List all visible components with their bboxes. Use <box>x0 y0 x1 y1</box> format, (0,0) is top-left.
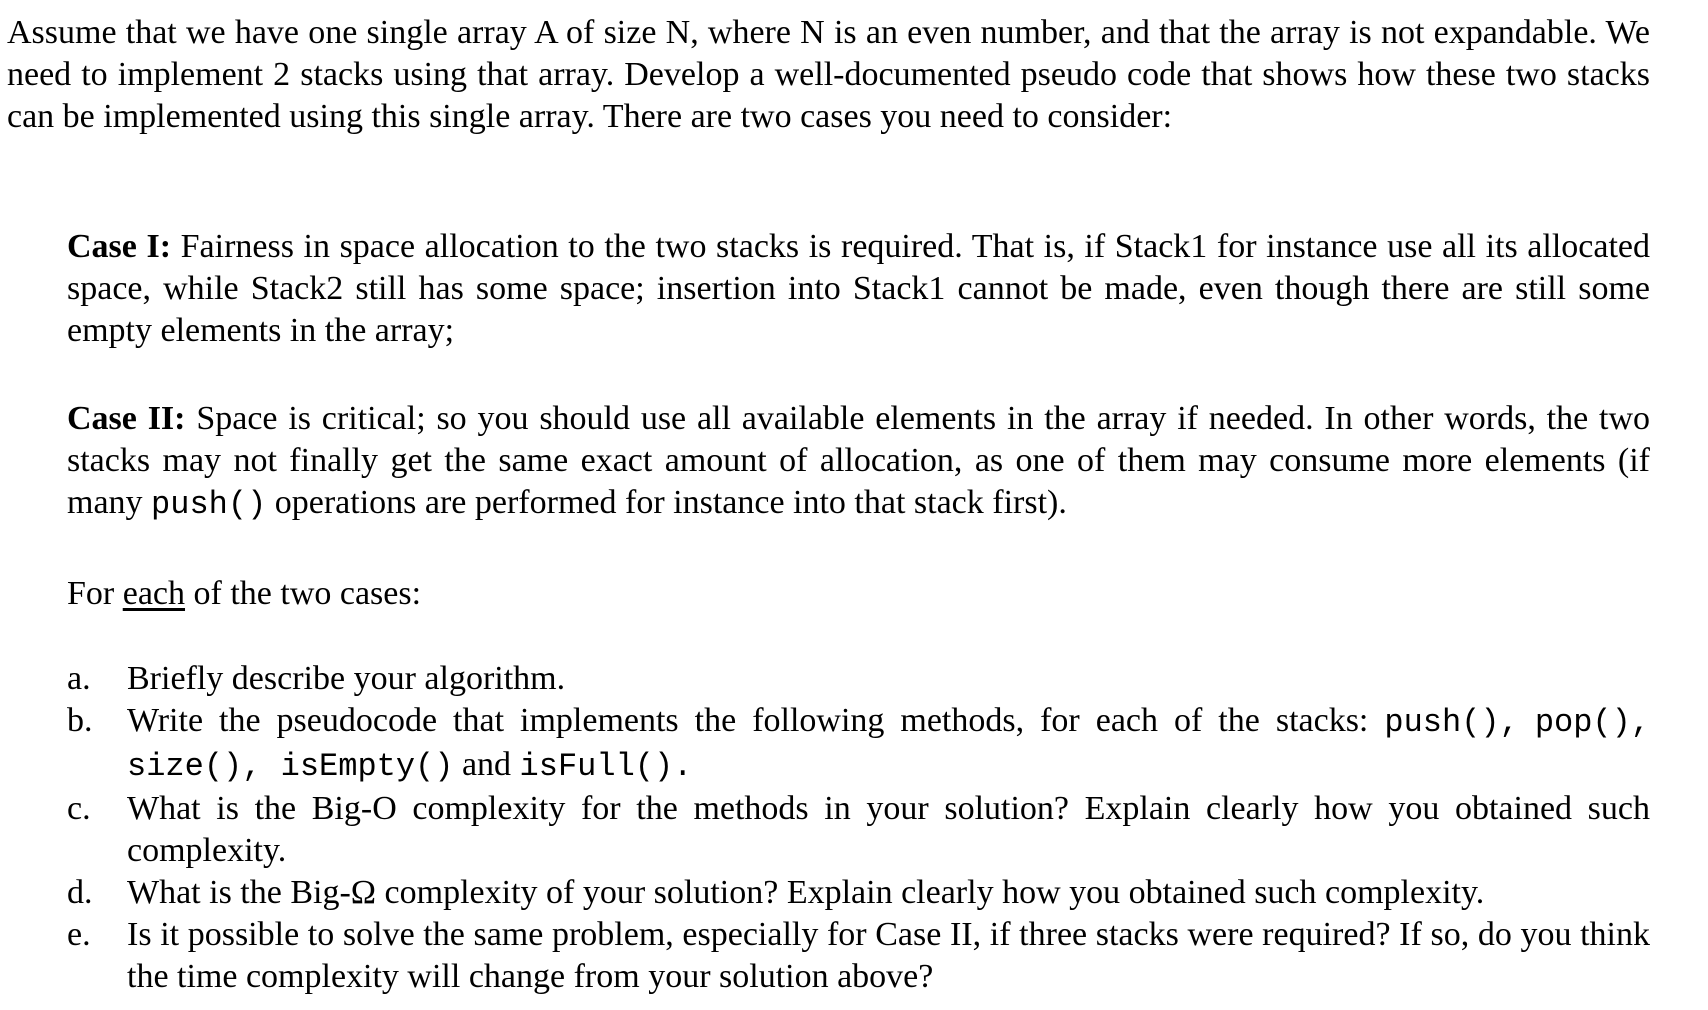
question-b-text: Write the pseudocode that implements the following methods, for each of the stacks: <box>127 702 1369 739</box>
case-1-label: Case I: <box>67 228 172 265</box>
case-2-label: Case II: <box>67 400 186 437</box>
question-b-code-push: push(), <box>1384 704 1519 741</box>
question-e-marker: e. <box>67 916 91 953</box>
case-2-code-push: push() <box>151 486 267 523</box>
question-b-marker: b. <box>67 702 93 739</box>
question-d-marker: d. <box>67 874 93 911</box>
question-e-text: Is it possible to solve the same problem, especially for Case II, if three stacks were required? If so, do you think the time complexity will change from your solution above? <box>127 916 1650 995</box>
question-e <box>67 914 1650 998</box>
question-b-code-list: pop(), size(), isEmpty() <box>127 704 1651 785</box>
question-b-and: and <box>461 746 512 783</box>
question-d <box>67 872 1650 914</box>
question-d-text: What is the Big-Ω complexity of your solution? Explain clearly how you obtained such complexity. <box>127 874 1485 911</box>
question-a-marker: a. <box>67 660 91 697</box>
for-each-underlined: each <box>122 575 186 612</box>
question-b-code-isfull: isFull(). <box>519 748 693 785</box>
intro-paragraph: Assume that we have one single array A of size N, where N is an even number, and that the array is not expandable. We need to implement 2 stacks using that array. Develop a well-documented pseudo code that shows how these two stacks can be implemented using this single array. There are two cases you need to consider: <box>7 14 1650 135</box>
case-2-text: Space is critical; so you should use all available elements in the array if needed. In other words, the two stacks may not finally get the same exact amount of allocation, as one of them may consume more elements (if many <box>67 400 1650 521</box>
question-a <box>67 658 1650 700</box>
case-1-text: Fairness in space allocation to the two stacks is required. That is, if Stack1 for instance use all its allocated space, while Stack2 still has some space; insertion into Stack1 cannot be made, even though there are still some empty elements in the array; <box>67 228 1651 349</box>
question-c <box>67 788 1650 872</box>
case-2-paragraph <box>67 398 1650 526</box>
for-each-after: of the two cases: <box>193 575 422 612</box>
for-each-before: For <box>67 575 115 612</box>
case-2-text-end: operations are performed for instance into that stack first). <box>274 484 1067 521</box>
for-each-line <box>67 573 421 615</box>
question-list <box>67 658 1650 998</box>
question-a-text: Briefly describe your algorithm. <box>127 660 566 697</box>
question-c-text: What is the Big-O complexity for the methods in your solution? Explain clearly how you obtained such complexity. <box>127 790 1650 869</box>
case-1-paragraph <box>67 226 1650 352</box>
question-b <box>67 700 1650 788</box>
question-c-marker: c. <box>67 790 91 827</box>
